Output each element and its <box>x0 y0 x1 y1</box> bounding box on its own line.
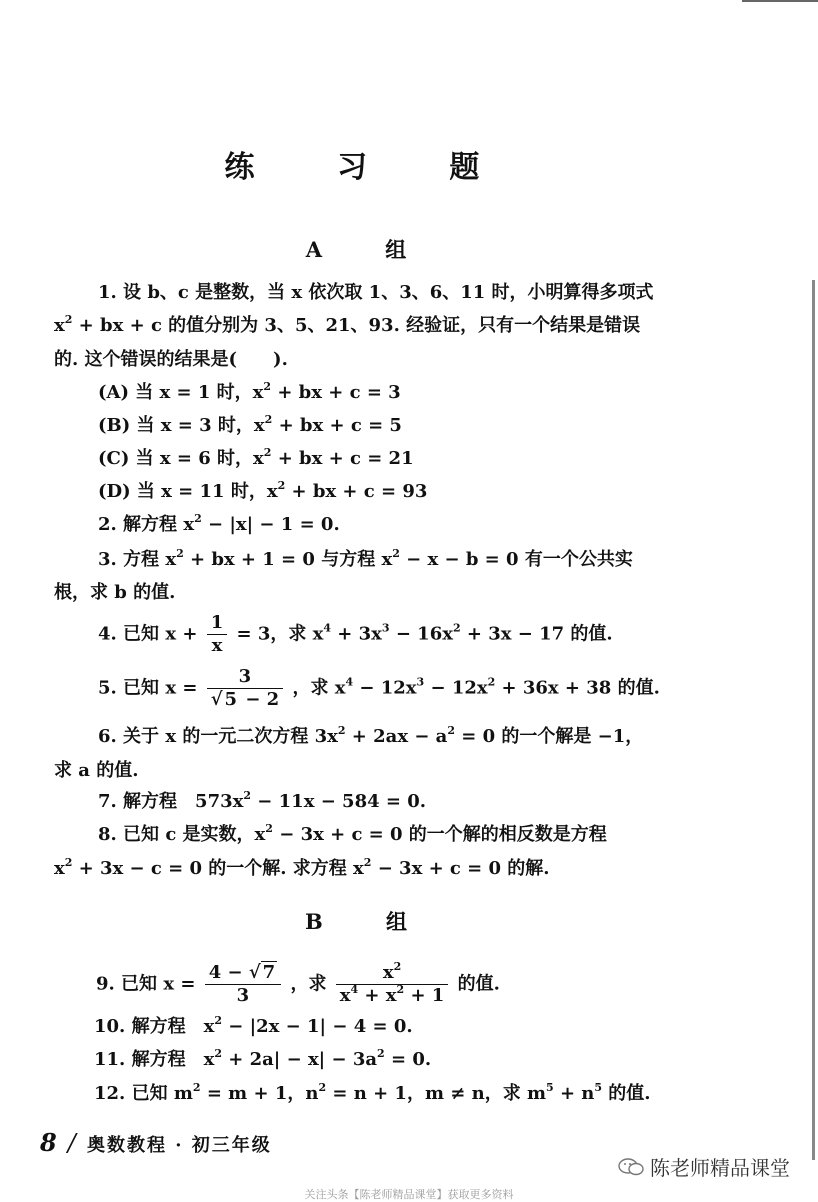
q1-option-b: (B) 当 x = 3 时，$x^2$ + bx + c = 5 <box>98 413 402 436</box>
q5-fraction: $\frac{3}{√ 5 - 2}$ <box>207 666 284 711</box>
q3-line-2: 根，求 b 的值. <box>54 582 176 603</box>
page-footer <box>40 1128 272 1157</box>
bottom-note: 关注头条【陈老师精品课堂】获取更多资料 <box>304 1188 514 1201</box>
q12-line: 12. 已知 $m^2 = m + 1$，$n^2 = n + 1$，m ≠ n，求 $m^5 + n^5$ 的值. <box>94 1081 651 1104</box>
wechat-icon <box>618 1158 644 1176</box>
q9-fraction-x: $\frac{4 - √ 7}{3}$ <box>205 962 282 1007</box>
q8-line-1: 8. 已知 c 是实数，$x^2 - 3x + c = 0$ 的一个解的相反数是方程 <box>98 822 607 845</box>
q9-line: 9. 已知 x = $\frac{4 - √ 7}{3}$ ，求 $\frac{x^2}{x^4 + x^2 + 1}$ 的值. <box>96 960 500 1006</box>
group-b-heading: B 组 <box>304 909 436 934</box>
scan-edge-right <box>812 280 815 1160</box>
q10-line: 10. 解方程 $x^2 - |2x - 1| - 4 = 0$. <box>94 1014 413 1037</box>
q8-line-2: $x^2 + 3x - c = 0$ 的一个解. 求方程 $x^2 - 3x + c = 0$ 的解. <box>54 856 550 879</box>
q1-option-d: (D) 当 x = 11 时，$x^2$ + bx + c = 93 <box>98 479 428 502</box>
q3-line-1: 3. 方程 $x^2$ + bx + 1 = 0 与方程 $x^2 - x - b = 0$ 有一个公共实 <box>98 547 633 570</box>
q9-fraction-expression: $\frac{x^2}{x^4 + x^2 + 1}$ <box>336 962 449 1007</box>
q1-line-2: $x^2$ + bx + c 的值分别为 3、5、21、93. 经验证，只有一个结果是错误 <box>54 313 641 336</box>
q1-option-c: (C) 当 x = 6 时，$x^2$ + bx + c = 21 <box>98 446 414 469</box>
watermark <box>618 1152 790 1181</box>
q1-line-3: 的. 这个错误的结果是( ). <box>54 349 288 370</box>
footer-slash: / <box>67 1129 76 1157</box>
watermark-text: 陈老师精品课堂 <box>650 1156 790 1180</box>
group-a-heading: A 组 <box>305 237 435 262</box>
q4-line: 4. 已知 x + $\frac{1}{x}$ = 3，求 $x^4 + 3x^3 - 16x^2 + 3x - 17$ 的值. <box>98 612 613 656</box>
q6-line-2: 求 a 的值. <box>54 760 139 781</box>
scan-edge-top <box>742 0 818 2</box>
page-number: 8 <box>40 1128 57 1157</box>
q7-line: 7. 解方程 $573x^2 - 11x - 584 = 0$. <box>98 789 427 812</box>
page-title: 练 习 题 <box>224 150 516 185</box>
q1-option-a: (A) 当 x = 1 时，$x^2$ + bx + c = 3 <box>98 380 401 403</box>
q11-line: 11. 解方程 $x^2 + 2a| - x| - 3a^2 = 0$. <box>94 1047 432 1070</box>
q2-line: 2. 解方程 $x^2 - |x| - 1 = 0$. <box>98 512 340 535</box>
q1-line-1: 1. 设 b、c 是整数，当 x 依次取 1、3、6、11 时，小明算得多项式 <box>98 282 654 303</box>
q5-line: 5. 已知 x = $\frac{3}{√ 5 - 2}$ ，求 $x^4 - 12x^3 - 12x^2 + 36x + 38$ 的值. <box>98 666 660 710</box>
q6-line-1: 6. 关于 x 的一元二次方程 $3x^2 + 2ax - a^2 = 0$ 的一个解是 −1， <box>98 724 644 747</box>
q4-fraction: $\frac{1}{x}$ <box>207 612 228 657</box>
book-title: 奥数教程 · 初三年级 <box>86 1135 272 1156</box>
